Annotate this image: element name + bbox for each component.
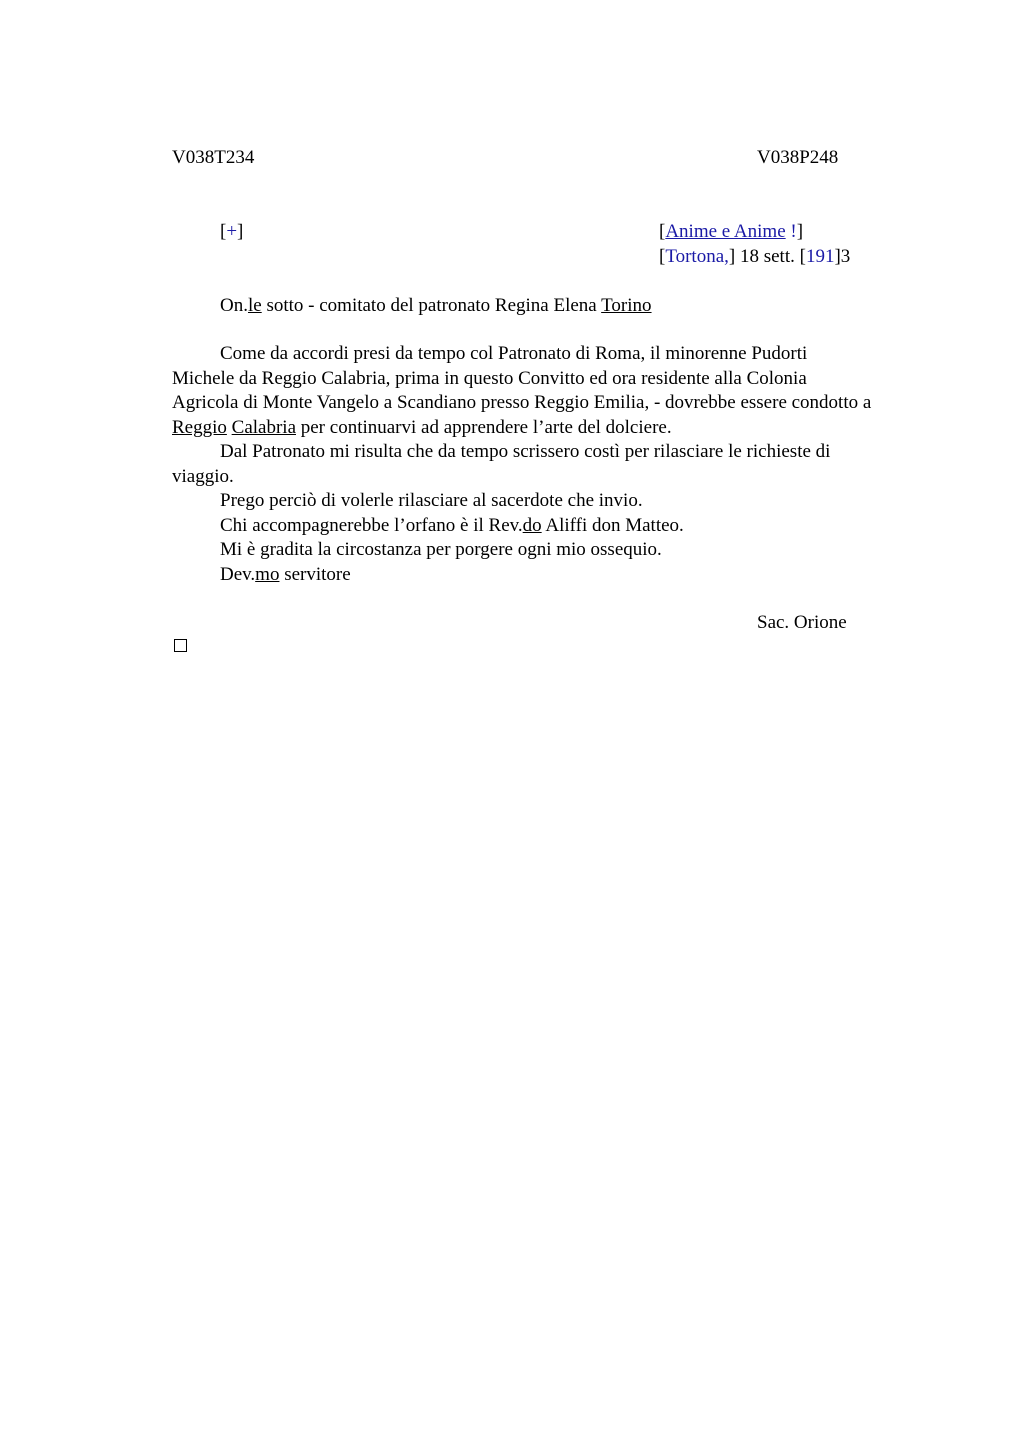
paragraph-6-text: Dev.: [220, 563, 256, 585]
devotissimo-abbrev: mo: [255, 563, 280, 585]
plus-link[interactable]: +: [226, 221, 238, 242]
document-code-left: V038T234: [172, 147, 255, 168]
paragraph-4-end: Aliffi don Matteo.: [541, 514, 684, 536]
year-tail: 3: [840, 246, 851, 267]
addressee-prefix: On.: [220, 295, 248, 316]
addressee-prefix-abbrev: le: [247, 295, 262, 316]
city-calabria: Calabria: [231, 416, 296, 438]
motto-link[interactable]: Anime e Anime: [665, 221, 786, 242]
paragraph-2: Dal Patronato mi risulta che da tempo scrissero costì per rilasciare le richieste di viaggio.: [172, 441, 831, 487]
addressee-line: [220, 294, 652, 319]
paragraph-1-text: Come da accordi presi da tempo col Patronato di Roma, il minorenne Pudorti Michele da Reggio Calabria, prima in questo Convitto ed ora residente alla Colonia Agricola di Monte Vangelo a Scandiano presso Reggio Emilia, - dovrebbe essere condotto a: [172, 343, 872, 413]
square-icon: [174, 639, 187, 652]
city-reggio: Reggio: [172, 416, 227, 438]
paragraph-6: [172, 563, 872, 588]
place-link[interactable]: Tortona,: [665, 246, 729, 267]
addressee-text: sotto - comitato del patronato Regina Elena: [261, 295, 602, 316]
cross-mark: [220, 220, 243, 245]
paragraph-1-end: per continuarvi ad apprendere l’arte del dolciere.: [296, 416, 672, 438]
signature: Sac. Orione: [757, 612, 847, 633]
dateline-open-bracket: [: [659, 246, 666, 267]
dateline-close-bracket: ]: [728, 246, 736, 267]
addressee-city: Torino: [601, 295, 652, 316]
year-open-bracket: [: [799, 246, 806, 267]
close-bracket: ]: [237, 221, 244, 242]
reverendo-abbrev: do: [522, 514, 542, 536]
paragraph-5: Mi è gradita la circostanza per porgere ogni mio ossequio.: [220, 539, 662, 560]
paragraph-3: Prego perciò di volerle rilasciare al sacerdote che invio.: [220, 490, 643, 511]
paragraph-4-text: Chi accompagnerebbe l’orfano è il Rev.: [220, 514, 523, 536]
open-bracket: [: [220, 221, 227, 242]
motto-exclamation: !: [785, 221, 797, 242]
motto-open-bracket: [: [659, 221, 666, 242]
year-close-bracket: ]: [834, 246, 841, 267]
motto: [659, 220, 803, 245]
paragraph-6-end: servitore: [279, 563, 351, 585]
date-text: 18 sett.: [735, 246, 800, 267]
dateline: [659, 245, 850, 270]
paragraph-4: [172, 514, 872, 539]
motto-close-bracket: ]: [796, 221, 804, 242]
year-link[interactable]: 191: [805, 246, 835, 267]
document-code-right: V038P248: [757, 147, 839, 168]
paragraph-1: [172, 342, 872, 440]
letter-body: [172, 342, 872, 587]
